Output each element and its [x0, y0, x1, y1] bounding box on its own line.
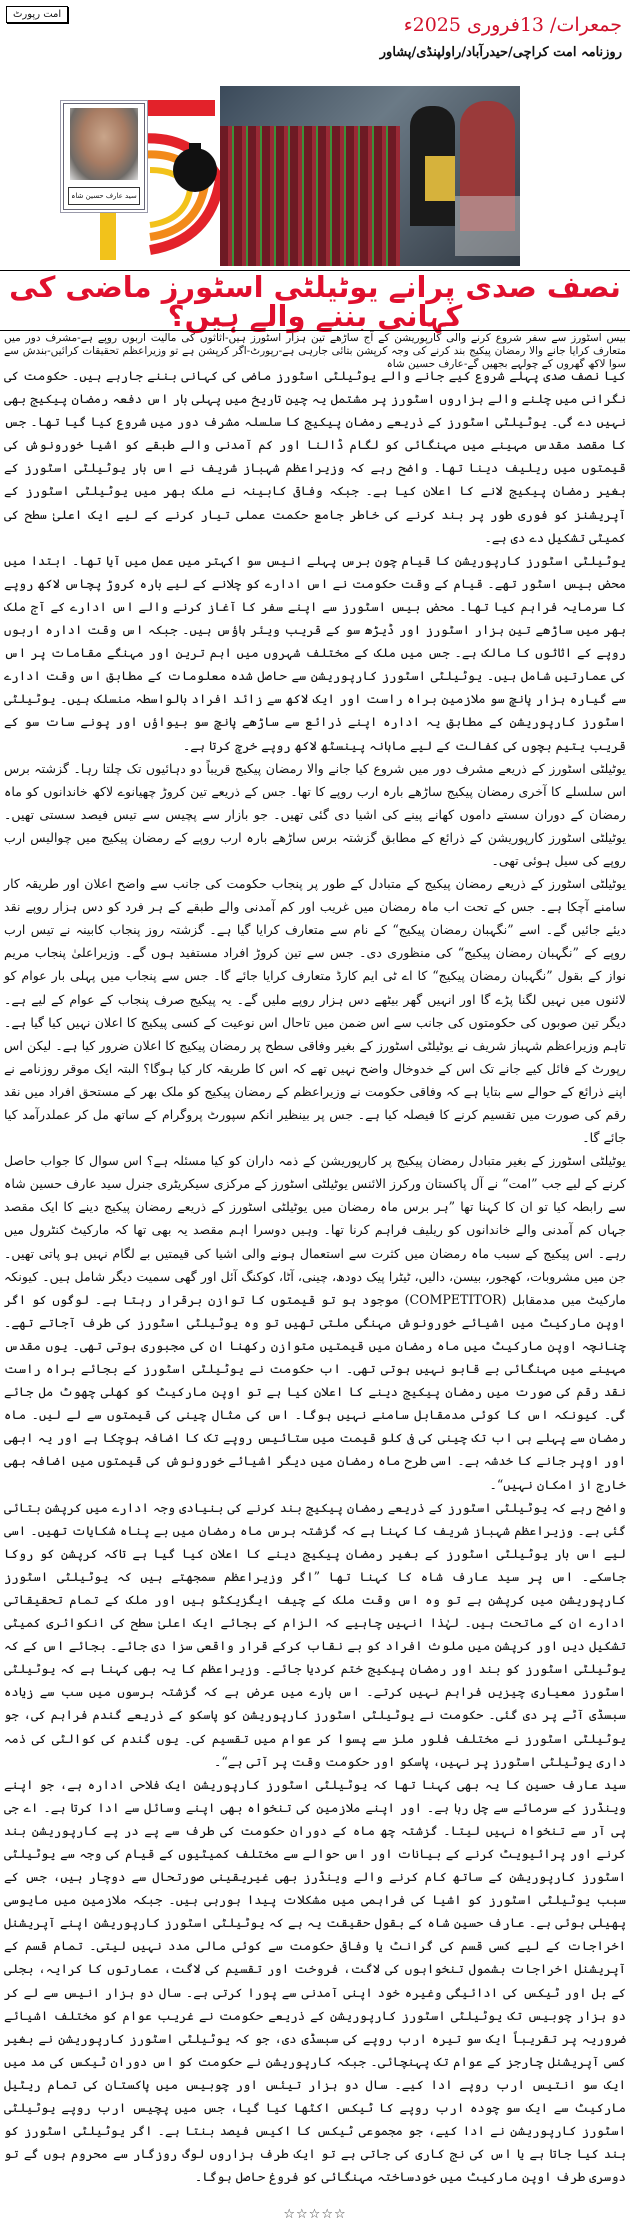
article-paragraph: سید عارف حسین کا یہ بھی کہنا تھا کہ یوٹیلٹی اسٹورز کارپوریشن ایک فلاحی ادارہ ہے، جو اپنے وینڈرز کے سرمائے سے چل رہا ہے۔ اور اپنے ملازمین کی تنخواہ بھی اپنے وسائل سے ادا کرتا ہے۔ اے جی پی آر سے تنخواہ نہیں لیتا۔ گزشتہ چھ ماہ کے دوران حکومت کی طرف سے پے در پے کارپوریشن بند کرنے اور پرائیویٹ کرنے کے بیانات اور اس حوالے سے مختلف کمیٹیوں کے قیام کی وجہ سے یوٹیلٹی اسٹورز کارپوریشن کے ساتھ کام کرنے والے وینڈرز بھی غیریقینی صورتحال سے دوچار ہیں، جس کے سبب یوٹیلٹی اسٹورز کو اشیا کی فراہمی میں مشکلات پیدا ہورہی ہیں۔ جبکہ ملازمین میں مایوسی پھیلی ہوئی ہے۔ عارف حسین شاہ کے بقول حقیقت یہ ہے کہ یوٹیلٹی اسٹورز کارپوریشن اپنے آپریشنل اخراجات کے لیے کسی قسم کی گرانٹ یا وفاقی حکومت سے کوئی مالی مدد نہیں لیتی۔ تمام قسم کے آپریشنل اخراجات بشمول تنخواہوں کی لاگت، فروخت اور تقسیم کی لاگت، عمارتوں کا کرایہ، بجلی کے بل اور ٹیکس کی ادائیگی وغیرہ خود اپنی آمدنی سے پورا کرتی ہے۔ سال دو ہزار انیس سے لے کر دو ہزار چوبیس تک یوٹیلٹی اسٹورز کارپوریشن کے ذریعے حکومت نے غریب عوام کو مختلف اشیائے ضروریہ پر تقریباً ایک سو تیرہ ارب روپے کی سبسڈی دی، جو کہ یوٹیلٹی اسٹورز کارپوریشن نے بغیر کسی آپریشنل چارجز کے عوام تک پہنچائی۔ جبکہ کارپوریشن نے حکومت کو اس دوران ٹیکس کی مد میں ایک سو انتیس ارب روپے ادا کیے۔ سال دو ہزار تیئس اور چوبیس میں پاکستان کی تمام ریٹیل مارکیٹ سے ایک سو چودہ ارب روپے کا ٹیکس اکٹھا کیا گیا، جس میں پچیس ارب روپے یوٹیلٹی اسٹورز کارپوریشن نے ادا کیے، جو مجموعی ٹیکس کا اکیس فیصد بنتا ہے۔ اگر یوٹیلٹی اسٹورز کو بند کیا جاتا ہے یا اس کی نج کاری کی جاتی ہے تو ایک طرف ہزاروں لوگ روزگار سے محروم ہوں گے تو دوسری طرف اوپن مارکیٹ میں خودساختہ مہنگائی کو فروغ حاصل ہوگا۔	[4, 1776, 626, 2185]
author-photo	[70, 108, 138, 180]
article-paragraph: یوٹیلٹی اسٹورز کے بغیر متبادل رمضان پیکیج پر کارپوریشن کے ذمہ داران کو کیا مسئلہ ہے؟ اس سوال کا جواب حاصل کرنے کے لیے جب ”امت“ نے آل پاکستان ورکرز الائنس یوٹیلٹی اسٹورز کے مرکزی سیکریٹری جنرل سید عارف حسین شاہ سے رابطہ کیا تو ان کا کہنا تھا ”ہر برس ماہ رمضان میں یوٹیلٹی اسٹورز کے ذریعے رمضان پیکیج دینے کا ایک مقصد جہاں کم آمدنی والے خاندانوں کو ریلیف فراہم کرنا تھا۔ وہیں دوسرا اہم مقصد یہ بھی تھا کہ مارکیٹ کنٹرول میں رہے۔ اس پیکیج کے سبب ماہ رمضان میں کثرت سے استعمال ہونے والی اشیا کی قیمتیں بے لگام نہیں ہو پاتی تھیں۔ جن میں مشروبات، کھجور، بیسن، دالیں، ٹیٹرا پیک دودھ، چینی، آٹا، کوکنگ آئل اور گھی سمیت دیگر شامل ہیں۔ کیونکہ مارکیٹ میں مدمقابل (COMPETITOR) موجود ہو تو قیمتوں کا توازن برقرار رہتا ہے۔ لوگوں کو اگر اوپن مارکیٹ میں اشیائے خورونوش مہنگی ملتی تھیں تو وہ یوٹیلٹی اسٹورز کی طرف آجاتے تھے۔ چنانچہ اوپن مارکیٹ میں ماہ رمضان میں قیمتیں متوازن رکھنا ان کی مجبوری ہوتی تھی۔ یوں مقدس مہینے میں مہنگائی بے قابو نہیں ہوتی تھی۔ اب حکومت نے یوٹیلٹی اسٹورز کے بجائے براہ راست نقد رقم کی صورت میں رمضان پیکیج دینے کا اعلان کیا ہے تو اوپن مارکیٹ کو کھلی چھوٹ مل جائے گی۔ کیونکہ اس کا کوئی مدمقابل سامنے نہیں ہوگا۔ اس کی مثال چینی کی قیمتوں سے لے لیں۔ ماہ رمضان سے پہلے ہی اب تک چینی کی فی کلو قیمت میں ستائیس روپے تک کا اضافہ ہوچکا ہے اور یہ ابھی اور اوپر جانے کا خدشہ ہے۔ اسی طرح ماہ رمضان میں دیگر اشیائے خورونوش کی قیمتوں میں اضافہ بھی خارج از امکان نہیں“۔	[4, 1153, 626, 1492]
article-paragraph: کیا نصف صدی پہلے شروع کیے جانے والے یوٹیلٹی اسٹورز ماضی کی کہانی بننے جارہے ہیں۔ حکومت کی نگرانی میں چلنے والے ہزاروں اسٹورز پر مشتمل یہ چین تاریخ میں پہلی بار اس دفعہ رمضان پیکیج بھی نہیں دے گی۔ یوٹیلٹی اسٹورز کے ذریعے رمضان پیکیج کا سلسلہ مشرف دور میں شروع کیا گیا تھا۔ جس کا مقصد مقدس مہینے میں مہنگائی کو لگام ڈالنا اور کم آمدنی والے طبقے کو اشیا خورونوش کی قیمتوں میں ریلیف دینا تھا۔ واضح رہے کہ وزیراعظم شہباز شریف نے اس بار یوٹیلٹی اسٹورز کے بغیر رمضان پیکیج لانے کا اعلان کیا ہے۔ جبکہ وفاقی کابینہ نے ملک بھر میں یوٹیلٹی اسٹورز کے آپریشنز کو فوری طور پر بند کرنے کی خاطر جامع حکمت عملی تیار کرنے کے لیے ایک اعلیٰ سطح کی کمیٹی تشکیل دے دی ہے۔	[4, 368, 626, 545]
deck-summary: بیس اسٹورز سے سفر شروع کرنے والی کارپوریشن کے آج ساڑھے تین ہزار اسٹورز ہیں-اثاثوں کی مالیت اربوں روپے ہے-مشرف دور میں متعارف کرایا جانے والا رمضان پیکیج بند کرنے کی وجہ کرپشن بتائی جارہی ہے-رپورٹ-اگر کرپشن ہے تو وزیراعظم تحقیقات کرائیں-بندش سے سوا لاکھ گھروں کے چولہے بجھیں گے-عارف حسین شاہ	[4, 332, 626, 370]
store-photo	[220, 86, 520, 266]
divider	[0, 330, 630, 331]
section-tag: امت رپورٹ	[6, 6, 68, 23]
article-paragraph: یوٹیلٹی اسٹورز کے ذریعے رمضان پیکیج کے متبادل کے طور پر پنجاب حکومت کی جانب سے واضح اعلان اور طریقہ کار سامنے آچکا ہے۔ جس کے تحت اب ماہ رمضان میں غریب اور کم آمدنی والے طبقے کے ہر فرد کو دس ہزار روپے نقد دیئے جائیں گے۔ اسے ”نگہبان رمضان پیکیج“ کے نام سے متعارف کرایا گیا ہے۔ گزشتہ روز پنجاب کابینہ نے تیس ارب روپے کے ”نگہبان رمضان پیکیج“ کی منظوری دی۔ جس سے تین کروڑ افراد مستفید ہوں گے۔ وزیراعلیٰ پنجاب مریم نواز کے بقول ”نگہبان رمضان پیکیج“ کا اے ٹی ایم کارڈ متعارف کرایا جائے گا۔ جس سے پنجاب میں پہلی بار عوام کو لائنوں میں نہیں لگنا پڑے گا اور انہیں گھر بیٹھے دس ہزار روپے ملیں گے۔ یہ پیکیج صرف پنجاب کے عوام کے لیے ہے۔ دیگر تین صوبوں کی حکومتوں کی جانب سے اس ضمن میں تاحال اس نوعیت کے کسی پیکیج کا اعلان نہیں کیا گیا ہے۔ تاہم وزیراعظم شہباز شریف نے یوٹیلٹی اسٹورز کے بغیر وفاقی سطح پر رمضان پیکیج کا اعلان ضرور کیا ہے۔ لیکن اس رپورٹ کے فائل کیے جانے تک اس کے خدوخال واضح نہیں تھے کہ اس کا طریقہ کار کیا ہوگا؟ البتہ ایک موقر روزنامے نے اپنے ذرائع کے حوالے سے بتایا ہے کہ وفاقی حکومت نے وزیراعظم کے رمضان پیکیج کو ملک بھر کے مستحق افراد میں نقد رقم کی صورت میں تقسیم کرنے کا فیصلہ کیا ہے۔ جس پر بینظیر انکم سپورٹ پروگرام کے ساتھ مل کر عملدرآمد کیا جائے گا۔	[4, 876, 626, 1146]
author-portrait	[63, 103, 145, 210]
issue-date: جمعرات/ 13فروری 2025ء	[403, 14, 622, 36]
hero-image-area	[60, 78, 570, 268]
headline: نصف صدی پرانے یوٹیلٹی اسٹورز ماضی کی کہانی بننے والے ہیں؟	[0, 270, 630, 331]
article-paragraph: یوٹیلٹی اسٹورز کارپوریشن کا قیام چون برس پہلے انیس سو اکہتر میں عمل میں آیا تھا۔ ابتدا میں محض بیس اسٹور تھے۔ قیام کے وقت حکومت نے اس ادارے کو چلانے کے لیے بارہ کروڑ پچاس لاکھ روپے کا سرمایہ فراہم کیا تھا۔ محض بیس اسٹورز سے اپنے سفر کا آغاز کرنے والے اس ادارے کے آج ملک بھر میں ساڑھے تین ہزار اسٹورز اور ڈیڑھ سو کے قریب ویئر ہاؤس ہیں۔ جبکہ اس وقت ادارہ اربوں روپے کے اثاثوں کا مالک ہے۔ جس میں ملک کے مختلف شہروں میں اہم ترین اور مہنگے مقامات پر اس کی عمارتیں شامل ہیں۔ یوٹیلٹی اسٹورز کارپوریشن سے حاصل شدہ معلومات کے مطابق اس وقت ادارے سے گیارہ ہزار پانچ سو ملازمین براہ راست اور ایک لاکھ سے زائد افراد بالواسطہ منسلک ہیں۔ یوٹیلٹی اسٹورز کارپوریشن کے مطابق یہ ادارہ اپنے ذرائع سے ساڑھے پانچ سو بیواؤں اور پونے سات سو کے قریب یتیم بچوں کی کفالت کے لیے ماہانہ پینسٹھ لاکھ روپے خرچ کرتا ہے۔	[4, 552, 627, 753]
article-paragraph: یوٹیلٹی اسٹورز کے ذریعے مشرف دور میں شروع کیا جانے والا رمضان پیکیج قریباً دو دہائیوں تک چلتا رہا۔ گزشتہ برس اس سلسلے کا آخری رمضان پیکیج ساڑھے بارہ ارب روپے کا تھا۔ جس کے ذریعے تین کروڑ چھیانوے لاکھ خاندانوں کو ماہ رمضان کے دوران سستے داموں کھانے پینے کی اشیا دی گئی تھیں۔ جو بازار سے پچیس سے تیس فیصد سستی تھیں۔ یوٹیلٹی اسٹورز کارپوریشن کے ذرائع کے مطابق گزشتہ برس ساڑھے بارہ ارب روپے کے رمضان پیکیج میں چوالیس ارب روپے کی سیل ہوئی تھی۔	[4, 760, 626, 868]
article-paragraph: واضح رہے کہ یوٹیلٹی اسٹورز کے ذریعے رمضان پیکیج بند کرنے کی بنیادی وجہ ادارے میں کرپشن بتائی گئی ہے۔ وزیراعظم شہباز شریف کا کہنا ہے کہ گزشتہ برس ماہ رمضان میں بے پناہ شکایات تھیں۔ اسی لیے اس بار یوٹیلٹی اسٹورز کے بغیر رمضان پیکیج دینے کا اعلان کیا گیا ہے تاکہ کرپشن کو روکا جاسکے۔ اس پر سید عارف شاہ کا کہنا تھا ”اگر وزیراعظم سمجھتے ہیں کہ یوٹیلٹی اسٹورز کارپوریشن میں کرپشن ہے تو وہ اس وقت ملک کے چیف ایگزیکٹو ہیں اور ملک کے تمام تحقیقاتی ادارے ان کے ماتحت ہیں۔ لہٰذا انہیں چاہیے کہ الزام کے بجائے ایک اعلیٰ سطح کی انکوائری کمیٹی تشکیل دیں اور کرپشن میں ملوث افراد کو بے نقاب کرکے قرار واقعی سزا دی جائے۔ بجائے اس کے کہ یوٹیلٹی اسٹورز کو بند اور رمضان پیکیج ختم کردیا جائے۔ وزیراعظم کا یہ بھی کہنا ہے کہ یوٹیلٹی اسٹورز معیاری چیزیں فراہم نہیں کرتے۔ اس بارے میں عرض ہے کہ گزشتہ برسوں میں سب سے زیادہ سبسڈی آٹے پر دی گئی۔ حکومت نے یوٹیلٹی اسٹورز کارپوریشن کو پاسکو کے ذریعے گندم فراہم کی، جو یوٹیلٹی اسٹورز نے مختلف فلور ملز سے پسوا کر عوام میں تقسیم کی۔ یوں گندم کی کوالٹی کی ذمہ داری یوٹیلٹی اسٹورز پر نہیں، پاسکو اور حکومت وقت پر آتی ہے“۔	[4, 1499, 626, 1769]
author-caption: سید عارف حسین شاہ	[68, 187, 140, 205]
end-mark-stars: ☆☆☆☆☆	[283, 2207, 347, 2222]
article-body	[4, 364, 626, 2188]
dateline: روزنامہ امت کراچی/حیدرآباد/راولپنڈی/پشاور	[379, 45, 622, 60]
